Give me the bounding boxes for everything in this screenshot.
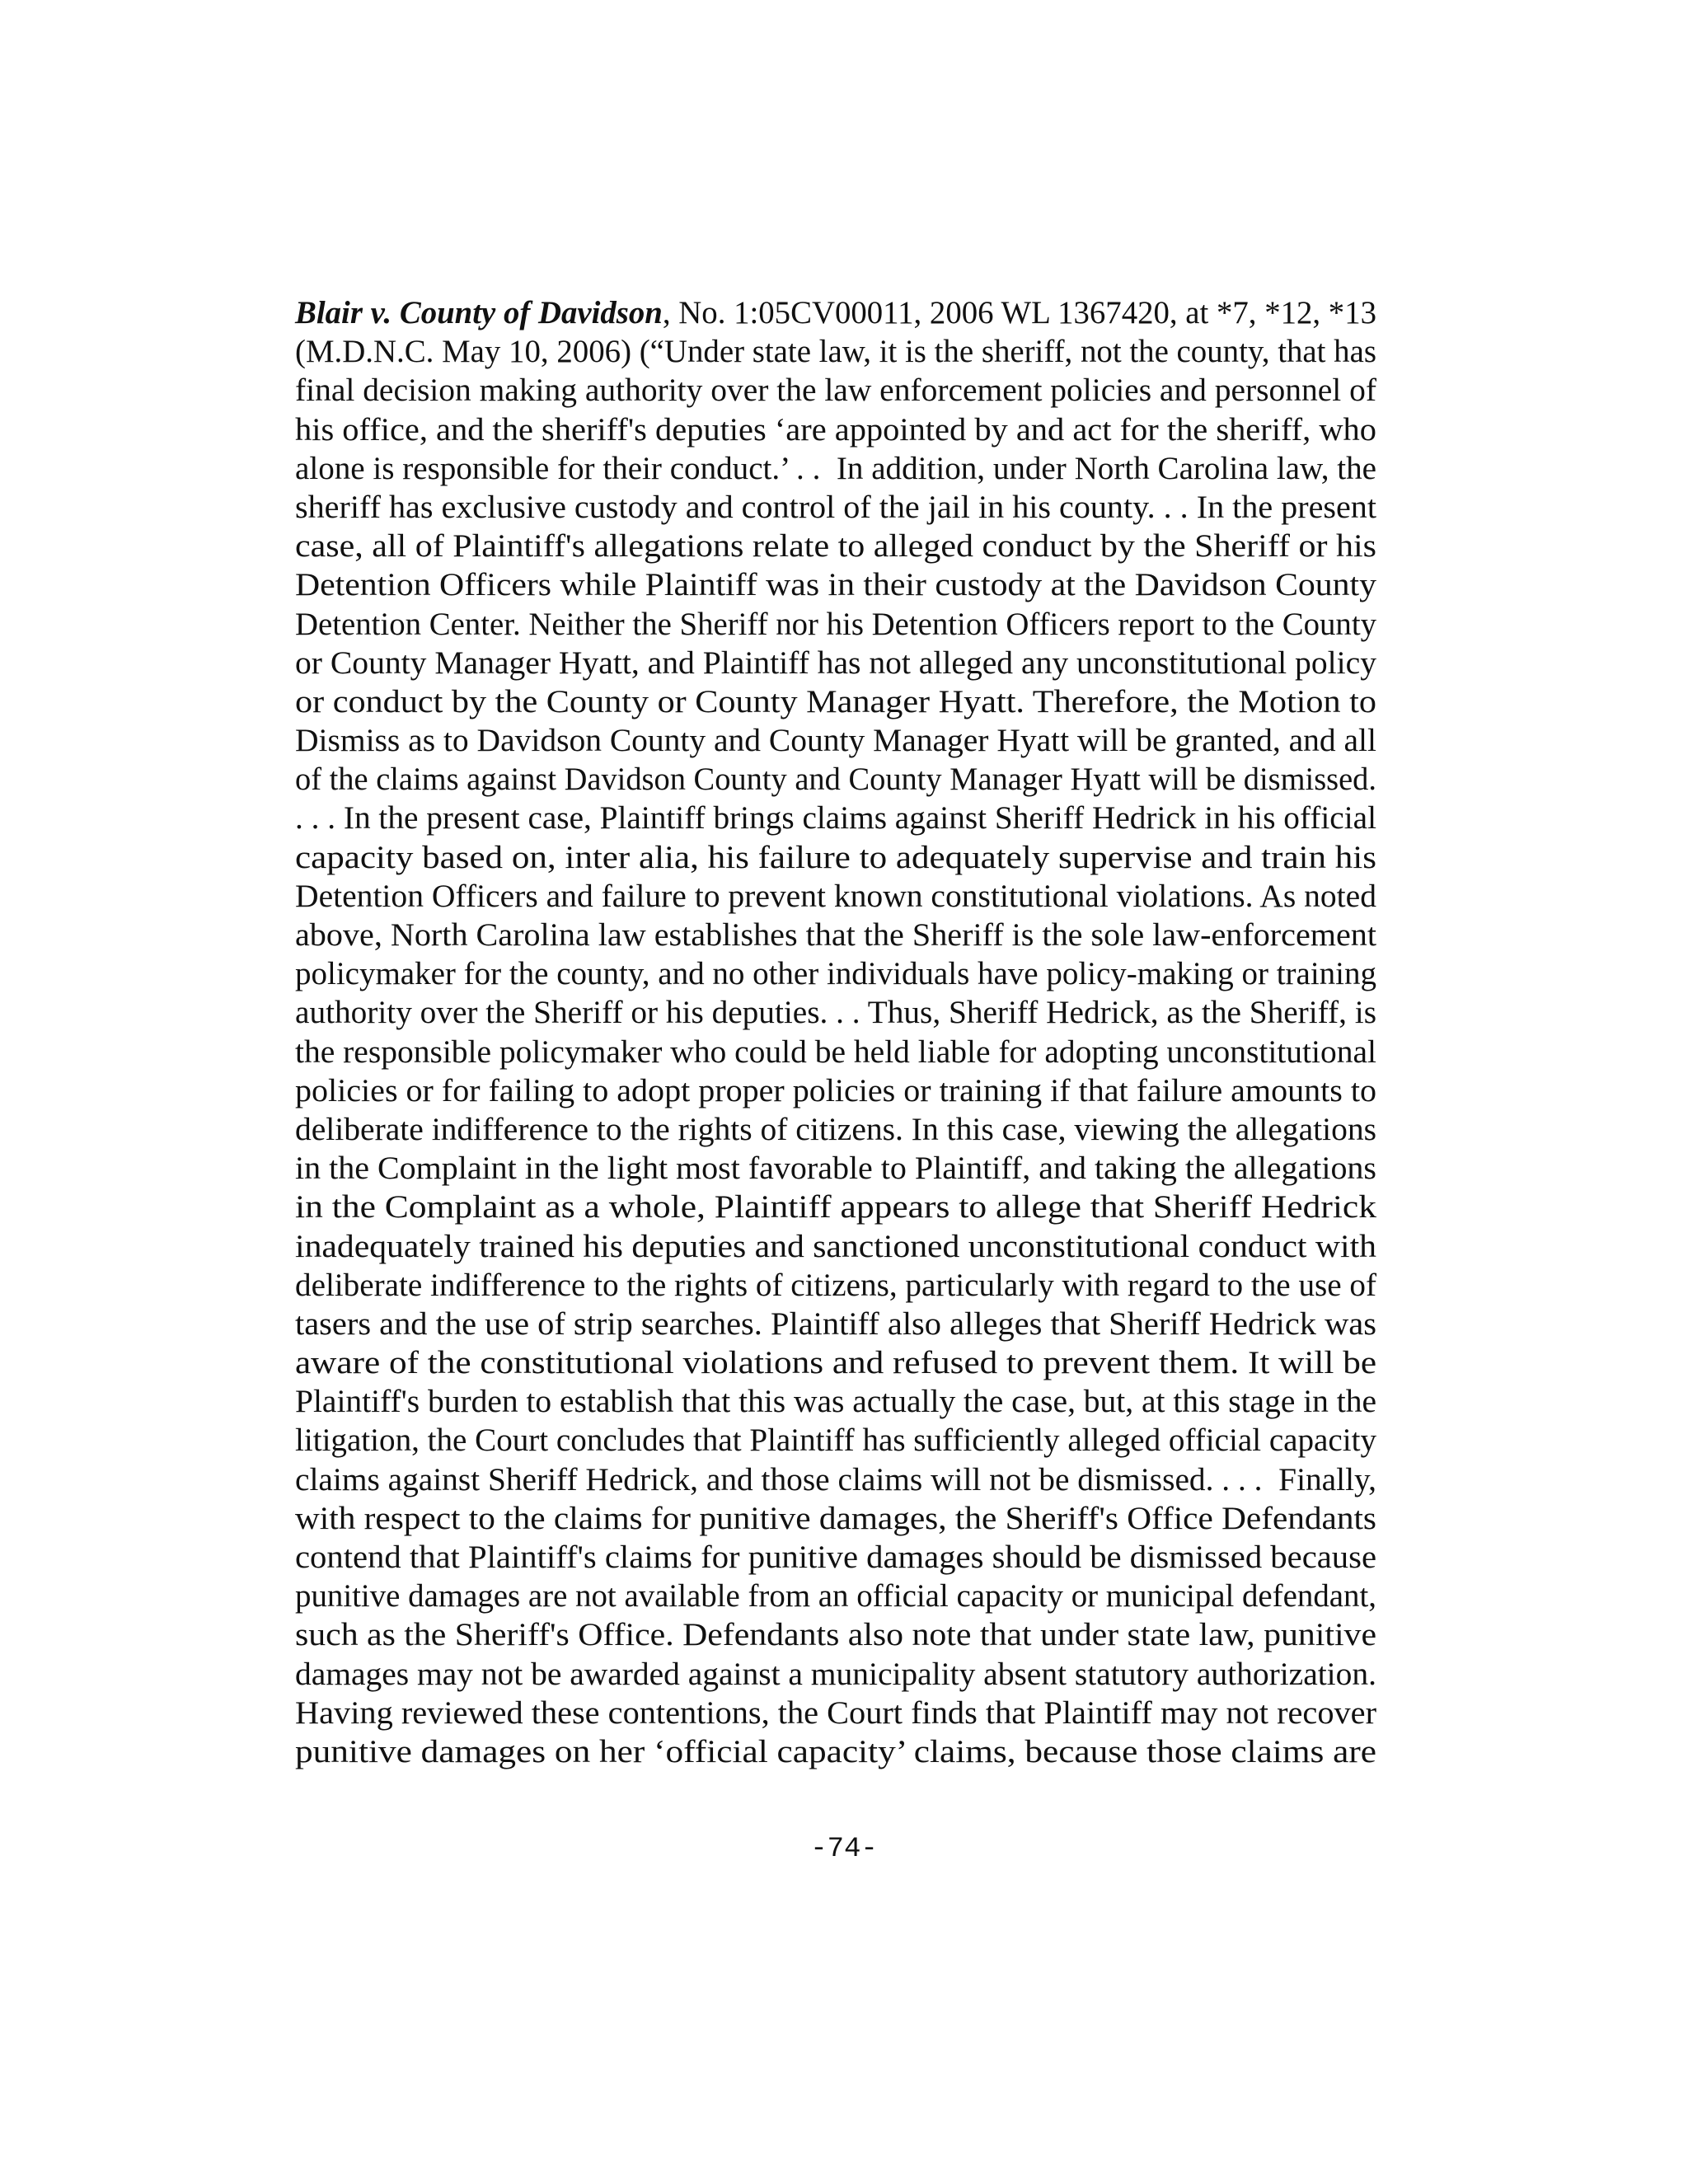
text-line-content: litigation, the Court concludes that Plaintiff has sufficiently alleged official capacity: [295, 1422, 1376, 1459]
text-line-content: tasers and the use of strip searches. Plaintiff also alleges that Sheriff Hedrick was: [295, 1305, 1376, 1342]
text-line: [295, 838, 1376, 877]
text-line-content: deliberate indifference to the rights of citizens. In this case, viewing the allegations: [295, 1111, 1376, 1147]
text-line-content: (M.D.N.C. May 10, 2006) (“Under state law, it is the sheriff, not the county, that has: [295, 334, 1376, 370]
text-line: [295, 1033, 1376, 1071]
text-line-content: policymaker for the county, and no other individuals have policy-making or training: [295, 956, 1376, 992]
text-line: [295, 1149, 1376, 1188]
text-line: [295, 293, 1376, 332]
text-line: [295, 565, 1376, 604]
text-line-content: the responsible policymaker who could be held liable for adopting unconstitutional: [295, 1033, 1376, 1070]
text-line-content: contend that Plaintiff's claims for punitive damages should be dismissed because: [295, 1540, 1376, 1575]
text-line: [295, 1305, 1376, 1343]
case-name: Blair v. County of Davidson: [295, 295, 663, 330]
text-line-content: capacity based on, inter alia, his failure to adequately supervise and train his: [295, 839, 1376, 875]
text-line-content: or conduct by the County or County Manager Hyatt. Therefore, the Motion to: [295, 683, 1376, 719]
text-line-content: authority over the Sheriff or his deputies. . . Thus, Sheriff Hedrick, as the Sheriff, is: [295, 995, 1376, 1031]
text-line-content: Plaintiff's burden to establish that this was actually the case, but, at this stage in the: [295, 1384, 1376, 1420]
text-line-content: aware of the constitutional violations and refused to prevent them. It will be: [295, 1345, 1376, 1381]
text-line: [295, 449, 1376, 488]
text-line: [295, 1266, 1376, 1305]
text-line: [295, 527, 1376, 565]
text-line-content: such as the Sheriff's Office. Defendants also note that under state law, punitive: [295, 1617, 1377, 1653]
text-line: [295, 1577, 1376, 1615]
text-line-content: or County Manager Hyatt, and Plaintiff has not alleged any unconstitutional policy: [295, 644, 1376, 681]
page-number: -74-: [810, 1834, 878, 1865]
text-line: [295, 1615, 1376, 1654]
text-line: [295, 993, 1376, 1032]
text-line-content: . . . In the present case, Plaintiff brings claims against Sheriff Hedrick in his official: [295, 800, 1376, 837]
text-line: [295, 1694, 1376, 1732]
text-line: [295, 410, 1376, 449]
text-line: [295, 1110, 1376, 1149]
text-line: [295, 1343, 1376, 1382]
text-line-content: with respect to the claims for punitive damages, the Sheriff's Office Defendants: [295, 1500, 1376, 1536]
text-line-content: in the Complaint in the light most favorable to Plaintiff, and taking the allegations: [295, 1151, 1376, 1187]
text-line: [295, 954, 1376, 993]
text-line: [295, 1732, 1376, 1771]
text-line: [295, 1499, 1376, 1538]
text-line-content: punitive damages on her ‘official capacity’ claims, because those claims are: [295, 1733, 1376, 1769]
text-line-content: deliberate indifference to the rights of citizens, particularly with regard to the use of: [295, 1267, 1376, 1303]
text-line: [295, 1382, 1376, 1421]
text-line-content: Detention Officers while Plaintiff was in their custody at the Davidson County: [295, 567, 1376, 603]
text-line-content: of the claims against Davidson County and County Manager Hyatt will be dismissed.: [295, 762, 1376, 798]
text-line: [295, 1227, 1376, 1266]
text-line-content: punitive damages are not available from an official capacity or municipal defendant,: [295, 1578, 1376, 1615]
citation-line: [295, 293, 1376, 332]
text-line: [295, 605, 1376, 644]
text-line: [295, 488, 1376, 527]
text-line-content: Having reviewed these contentions, the Court finds that Plaintiff may not recover: [295, 1694, 1376, 1731]
text-line-content: final decision making authority over the law enforcement policies and personnel of: [295, 373, 1376, 409]
text-line-content: damages may not be awarded against a municipality absent statutory authorization.: [295, 1656, 1376, 1692]
text-line-content: case, all of Plaintiff's allegations relate to alleged conduct by the Sheriff or his: [295, 528, 1377, 565]
text-line: [295, 877, 1376, 916]
text-line-content: alone is responsible for their conduct.’ . . In addition, under North Carolina law, the: [295, 450, 1376, 486]
text-line-content: Detention Center. Neither the Sheriff nor his Detention Officers report to the County: [295, 606, 1376, 642]
text-line-content: sheriff has exclusive custody and control of the jail in his county. . . In the present: [295, 489, 1376, 525]
text-line: [295, 682, 1376, 721]
text-line: [295, 371, 1376, 410]
text-line-content: above, North Carolina law establishes that the Sheriff is the sole law-enforcement: [295, 917, 1376, 953]
text-line: [295, 799, 1376, 837]
text-line-content: claims against Sheriff Hedrick, and those claims will not be dismissed. . . . Finally,: [295, 1461, 1376, 1497]
text-line-content: his office, and the sheriff's deputies ‘are appointed by and act for the sheriff, who: [295, 411, 1376, 448]
text-line-content: inadequately trained his deputies and sanctioned unconstitutional conduct with: [295, 1228, 1376, 1264]
text-line: [295, 1460, 1376, 1499]
text-line-content: Detention Officers and failure to prevent known constitutional violations. As noted: [295, 878, 1377, 914]
citation-details: , No. 1:05CV00011, 2006 WL 1367420, at *7, *12, *13: [662, 295, 1376, 330]
text-line: [295, 1071, 1376, 1110]
text-line: [295, 760, 1376, 799]
text-line: [295, 1538, 1376, 1577]
body-text-block: [295, 293, 1376, 1771]
text-line-content: policies or for failing to adopt proper policies or training if that failure amounts to: [295, 1072, 1376, 1108]
text-line-content: Dismiss as to Davidson County and County Manager Hyatt will be granted, and all: [295, 723, 1376, 759]
text-line: [295, 644, 1376, 682]
text-line: [295, 721, 1376, 760]
text-line: [295, 1421, 1376, 1460]
text-line: [295, 332, 1376, 371]
text-line: [295, 1188, 1376, 1226]
text-line: [295, 916, 1376, 954]
text-line-content: in the Complaint as a whole, Plaintiff appears to allege that Sheriff Hedrick: [295, 1189, 1376, 1226]
text-line: [295, 1655, 1376, 1694]
